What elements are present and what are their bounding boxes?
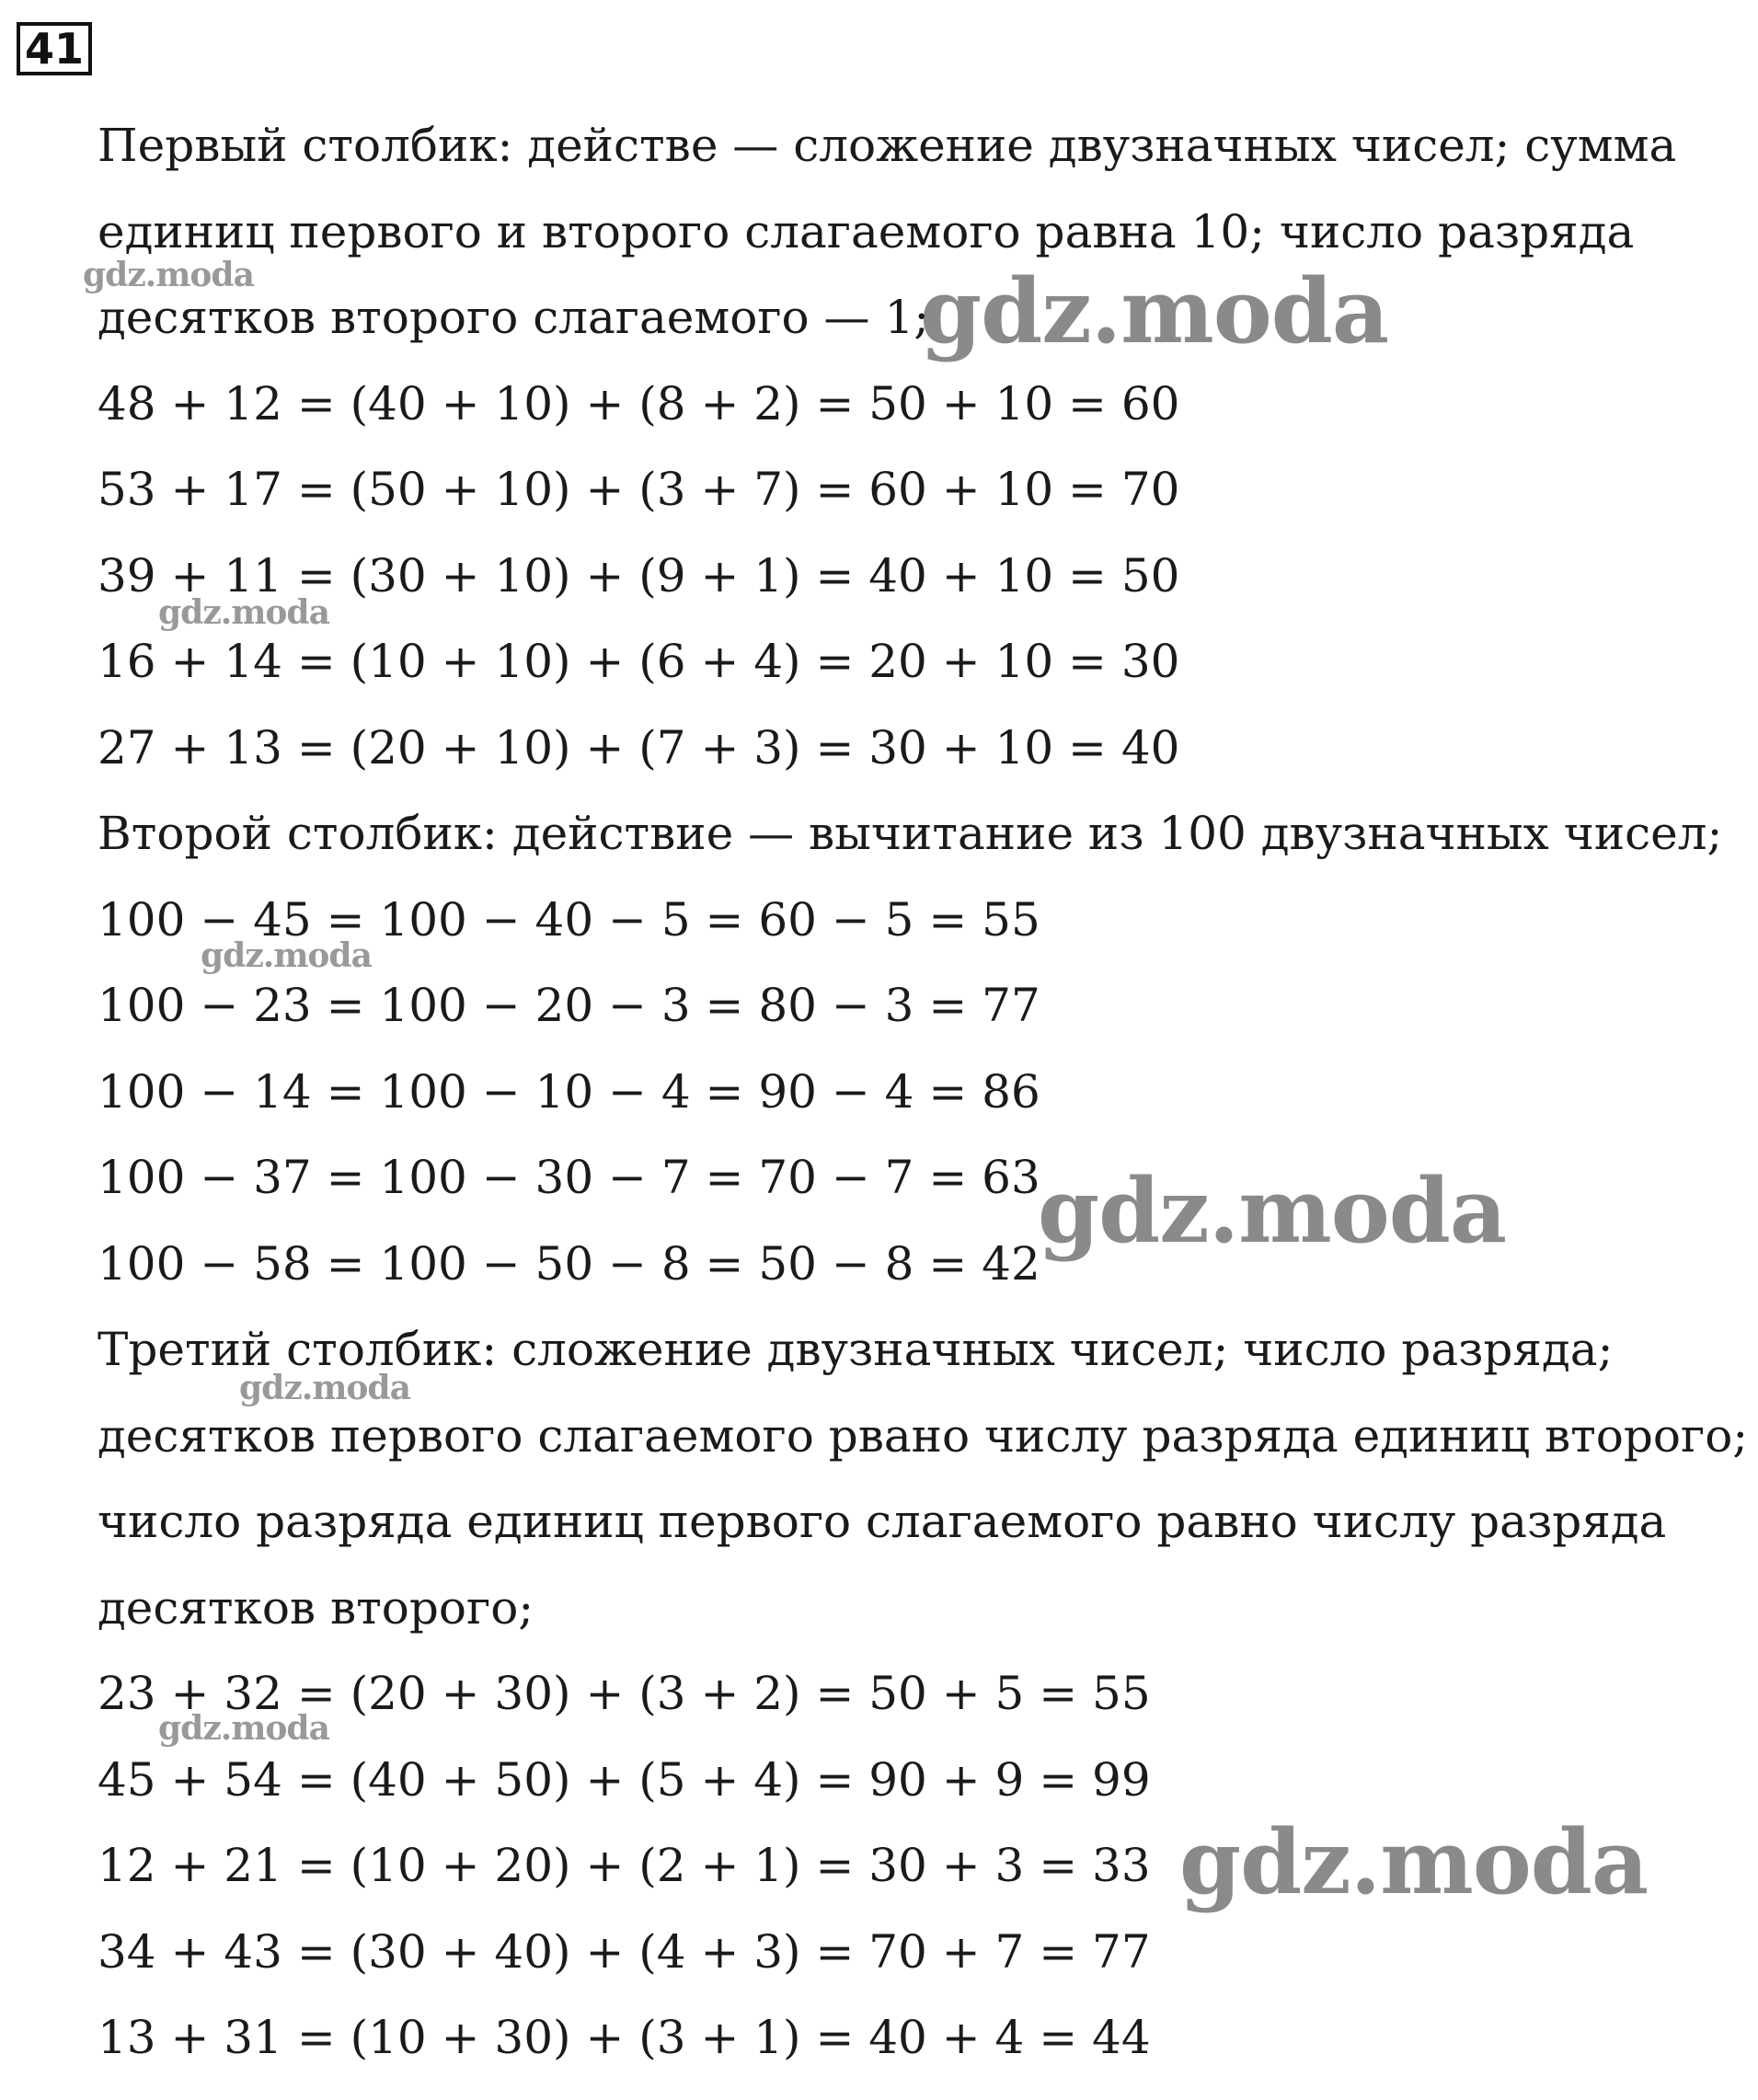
- watermark-large: gdz.moda: [1038, 1159, 1507, 1263]
- text-line: Первый столбик: действе — сложение двузначных чисел; сумма: [98, 119, 1677, 172]
- equation-line: 16 + 14 = (10 + 10) + (6 + 4) = 20 + 10 = 30: [98, 635, 1180, 688]
- watermark-small: gdz.moda: [83, 256, 254, 294]
- equation-line: 27 + 13 = (20 + 10) + (7 + 3) = 30 + 10 = 40: [98, 720, 1180, 775]
- text-line: Третий столбик: сложение двузначных чисел; число разряда;: [98, 1323, 1614, 1376]
- equation-line: 45 + 54 = (40 + 50) + (5 + 4) = 90 + 9 = 99: [98, 1752, 1151, 1807]
- equation-line: 34 + 43 = (30 + 40) + (4 + 3) = 70 + 7 = 77: [98, 1924, 1151, 1979]
- equation-line: 23 + 32 = (20 + 30) + (3 + 2) = 50 + 5 = 55: [98, 1667, 1151, 1720]
- watermark-small: gdz.moda: [201, 936, 372, 975]
- task-number-box: 41: [17, 22, 92, 75]
- watermark-large: gdz.moda: [920, 259, 1389, 363]
- equation-line: 39 + 11 = (30 + 10) + (9 + 1) = 40 + 10 = 50: [98, 548, 1180, 602]
- text-line: число разряда единиц первого слагаемого равно числу разряда: [98, 1495, 1667, 1548]
- watermark-small: gdz.moda: [158, 1709, 329, 1748]
- equation-line: 12 + 21 = (10 + 20) + (2 + 1) = 30 + 3 = 33: [98, 1839, 1151, 1892]
- watermark-large: gdz.moda: [1179, 1810, 1649, 1914]
- watermark-small: gdz.moda: [239, 1369, 410, 1407]
- text-line: Второй столбик: действие — вычитание из 100 двузначных чисел;: [98, 807, 1723, 860]
- solution-text: [98, 103, 1749, 2082]
- text-line: десятков первого слагаемого рвано числу разряда единиц второго;: [98, 1408, 1749, 1463]
- equation-line: 100 − 23 = 100 − 20 − 3 = 80 − 3 = 77: [98, 979, 1040, 1032]
- equation-line: 100 − 45 = 100 − 40 − 5 = 60 − 5 = 55: [98, 892, 1040, 947]
- equation-line: 48 + 12 = (40 + 10) + (8 + 2) = 50 + 10 = 60: [98, 376, 1180, 430]
- text-line: десятков второго слагаемого — 1;: [98, 291, 930, 344]
- equation-line: 100 − 58 = 100 − 50 − 8 = 50 − 8 = 42: [98, 1236, 1040, 1291]
- equation-line: 53 + 17 = (50 + 10) + (3 + 7) = 60 + 10 = 70: [98, 463, 1180, 516]
- equation-line: 100 − 14 = 100 − 10 − 4 = 90 − 4 = 86: [98, 1064, 1040, 1119]
- equation-line: 13 + 31 = (10 + 30) + (3 + 1) = 40 + 4 = 44: [98, 2011, 1151, 2064]
- watermark-small: gdz.moda: [158, 593, 329, 632]
- equation-line: 100 − 37 = 100 − 30 − 7 = 70 − 7 = 63: [98, 1151, 1040, 1204]
- text-line: единиц первого и второго слагаемого равна 10; число разряда: [98, 204, 1635, 258]
- text-line: десятков второго;: [98, 1580, 534, 1635]
